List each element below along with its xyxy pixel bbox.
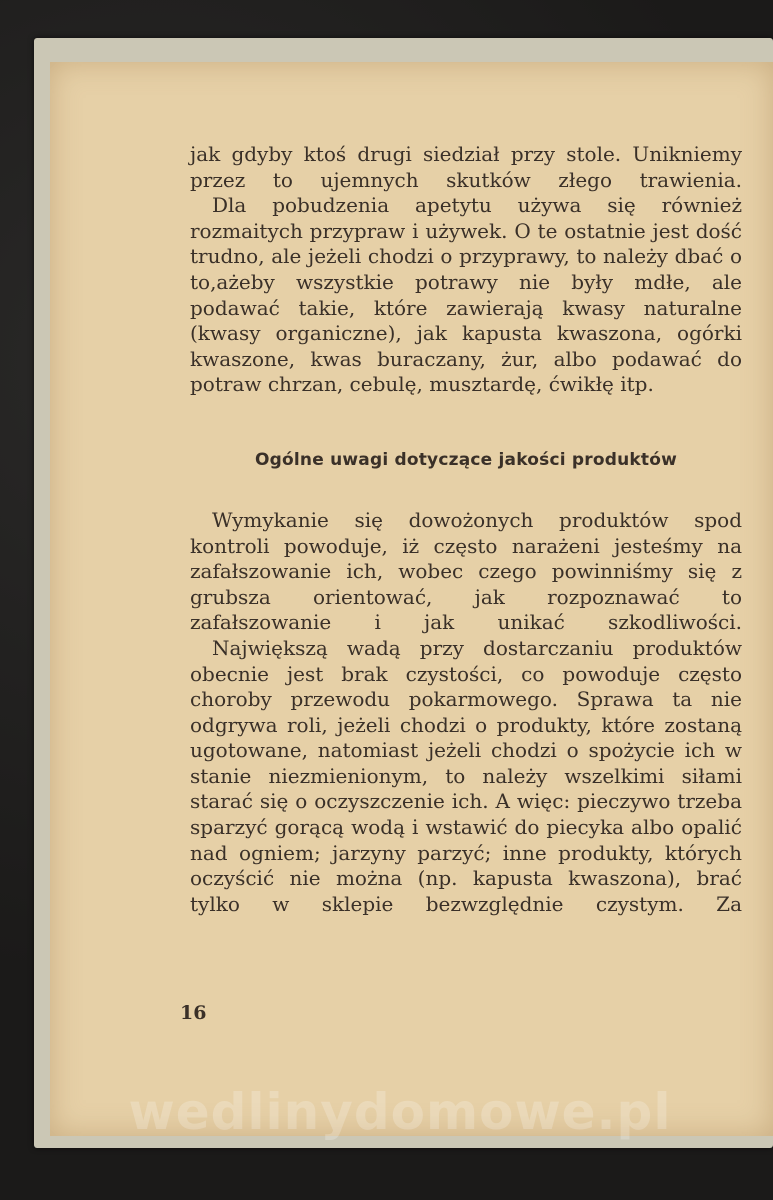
paragraph-counterfeiting: [190, 508, 742, 636]
paragraph-continued: [190, 142, 742, 193]
paragraph-appetite: [190, 193, 742, 398]
paragraph-4-text: Największą wadą przy dostarczaniu produktów obecnie jest brak czystości, co powoduje często choroby przewodu pokarmowego. Sprawa ta nie odgrywa roli, jeżeli chodzi o produkty, które zostaną ugotowane, natomiast jeżeli chodzi o spożycie ich w stanie niezmienionym, to należy wszelkimi siłami starać się o oczyszczenie ich. A więc: pieczywo trzeba sparzyć gorącą wodą i wstawić do piecyka albo opalić nad ogniem; jarzyny parzyć; inne produkty, których oczyścić nie można (np. kapusta kwaszona), brać tylko w sklepie bezwzględnie czystym. Za: [190, 635, 742, 916]
paragraph-cleanliness: [190, 636, 742, 918]
paragraph-2-text: Dla pobudzenia apetytu używa się również rozmaitych przypraw i używek. O te ostatnie jest dość trudno, ale jeżeli chodzi o przyprawy, to należy dbać o to,ażeby wszystkie potrawy nie były mdłe, ale podawać takie, które zawierają kwasy naturalne (kwasy organiczne), jak kapusta kwaszona, ogórki kwaszone, kwas buraczany, żur, albo podawać do potraw chrzan, cebulę, musztardę, ćwikłę itp.: [190, 193, 742, 397]
page-text: [190, 142, 742, 917]
book-page: [50, 62, 773, 1136]
paragraph-1-text: jak gdyby ktoś drugi siedział przy stole. Unikniemy przez to ujemnych skutków złego trawienia.: [190, 142, 742, 192]
section-heading: Ogólne uwagi dotyczące jakości produktów: [255, 449, 677, 470]
watermark: wedlinydomowe.pl: [128, 1083, 672, 1141]
page-number: 16: [180, 1002, 207, 1024]
paragraph-3-text: Wymykanie się dowożonych produktów spod kontroli powoduje, iż często narażeni jesteśmy na zafałszowanie ich, wobec czego powinniśmy się z grubsza orientować, jak rozpoznawać to zafałszowanie i jak unikać szkodliwości.: [190, 507, 742, 635]
